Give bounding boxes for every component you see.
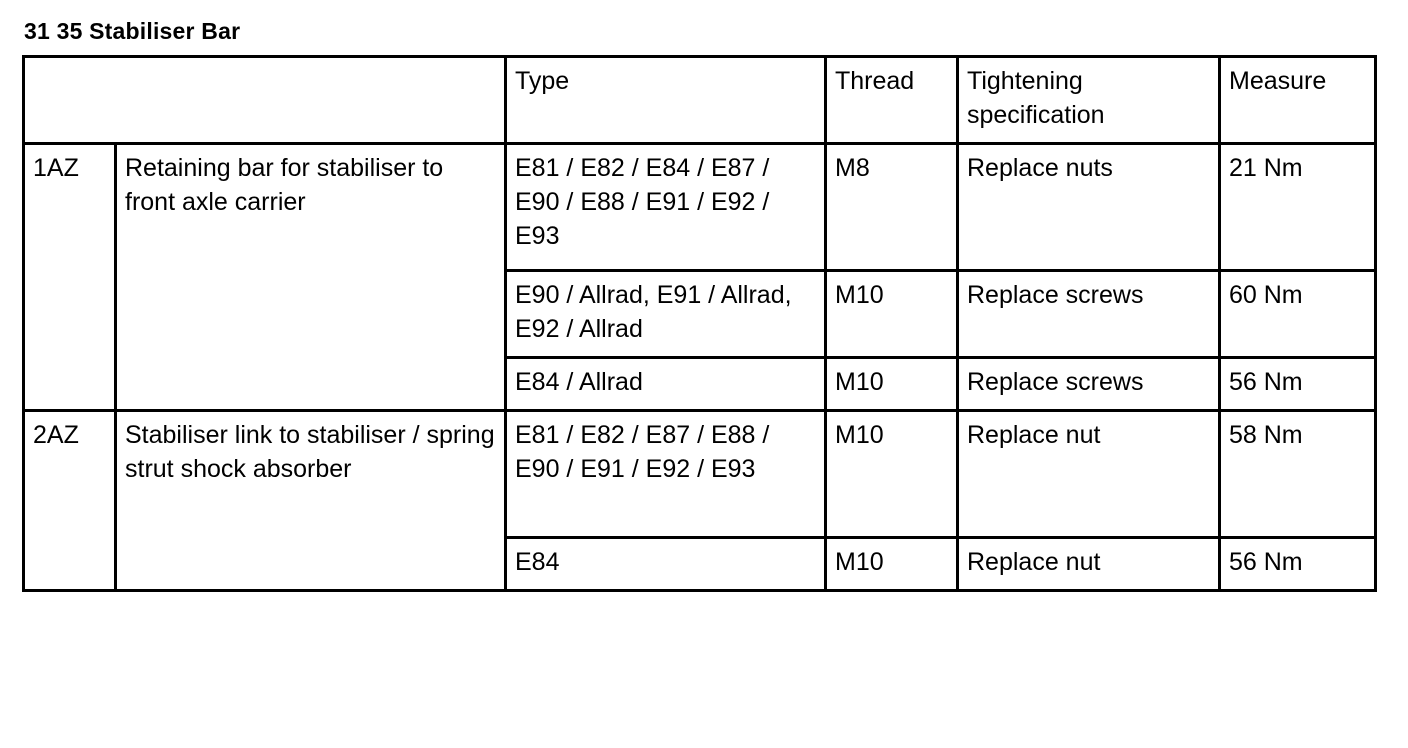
page-title: 31 35 Stabiliser Bar	[24, 18, 241, 44]
cell-type: E90 / Allrad, E91 / Allrad, E92 / Allrad	[506, 271, 826, 358]
row-code: 2AZ	[24, 411, 116, 591]
table-header	[24, 57, 1376, 144]
cell-thread: M8	[826, 144, 958, 271]
cell-tightening: Replace nut	[958, 538, 1220, 591]
table-body	[24, 144, 1376, 591]
column-header-thread: Thread	[826, 57, 958, 144]
cell-tightening: Replace nut	[958, 411, 1220, 538]
column-header-type: Type	[506, 57, 826, 144]
cell-measure: 60 Nm	[1220, 271, 1376, 358]
cell-thread: M10	[826, 538, 958, 591]
column-header-tightening-specification: Tightening specification	[958, 57, 1220, 144]
torque-specification-table	[22, 55, 1377, 592]
cell-measure: 21 Nm	[1220, 144, 1376, 271]
cell-measure: 56 Nm	[1220, 538, 1376, 591]
column-header-measure: Measure	[1220, 57, 1376, 144]
table-header-row	[24, 57, 1376, 144]
cell-thread: M10	[826, 411, 958, 538]
cell-type: E81 / E82 / E84 / E87 / E90 / E88 / E91 / E92 / E93	[506, 144, 826, 271]
cell-type: E84	[506, 538, 826, 591]
table-row	[24, 144, 1376, 271]
cell-type: E81 / E82 / E87 / E88 / E90 / E91 / E92 / E93	[506, 411, 826, 538]
table-row	[24, 411, 1376, 538]
row-code: 1AZ	[24, 144, 116, 411]
cell-measure: 56 Nm	[1220, 358, 1376, 411]
cell-tightening: Replace nuts	[958, 144, 1220, 271]
cell-thread: M10	[826, 271, 958, 358]
cell-tightening: Replace screws	[958, 271, 1220, 358]
cell-measure: 58 Nm	[1220, 411, 1376, 538]
cell-type: E84 / Allrad	[506, 358, 826, 411]
column-header-item	[24, 57, 506, 144]
row-description: Stabiliser link to stabiliser / spring strut shock absorber	[116, 411, 506, 591]
cell-thread: M10	[826, 358, 958, 411]
row-description: Retaining bar for stabiliser to front axle carrier	[116, 144, 506, 411]
cell-tightening: Replace screws	[958, 358, 1220, 411]
